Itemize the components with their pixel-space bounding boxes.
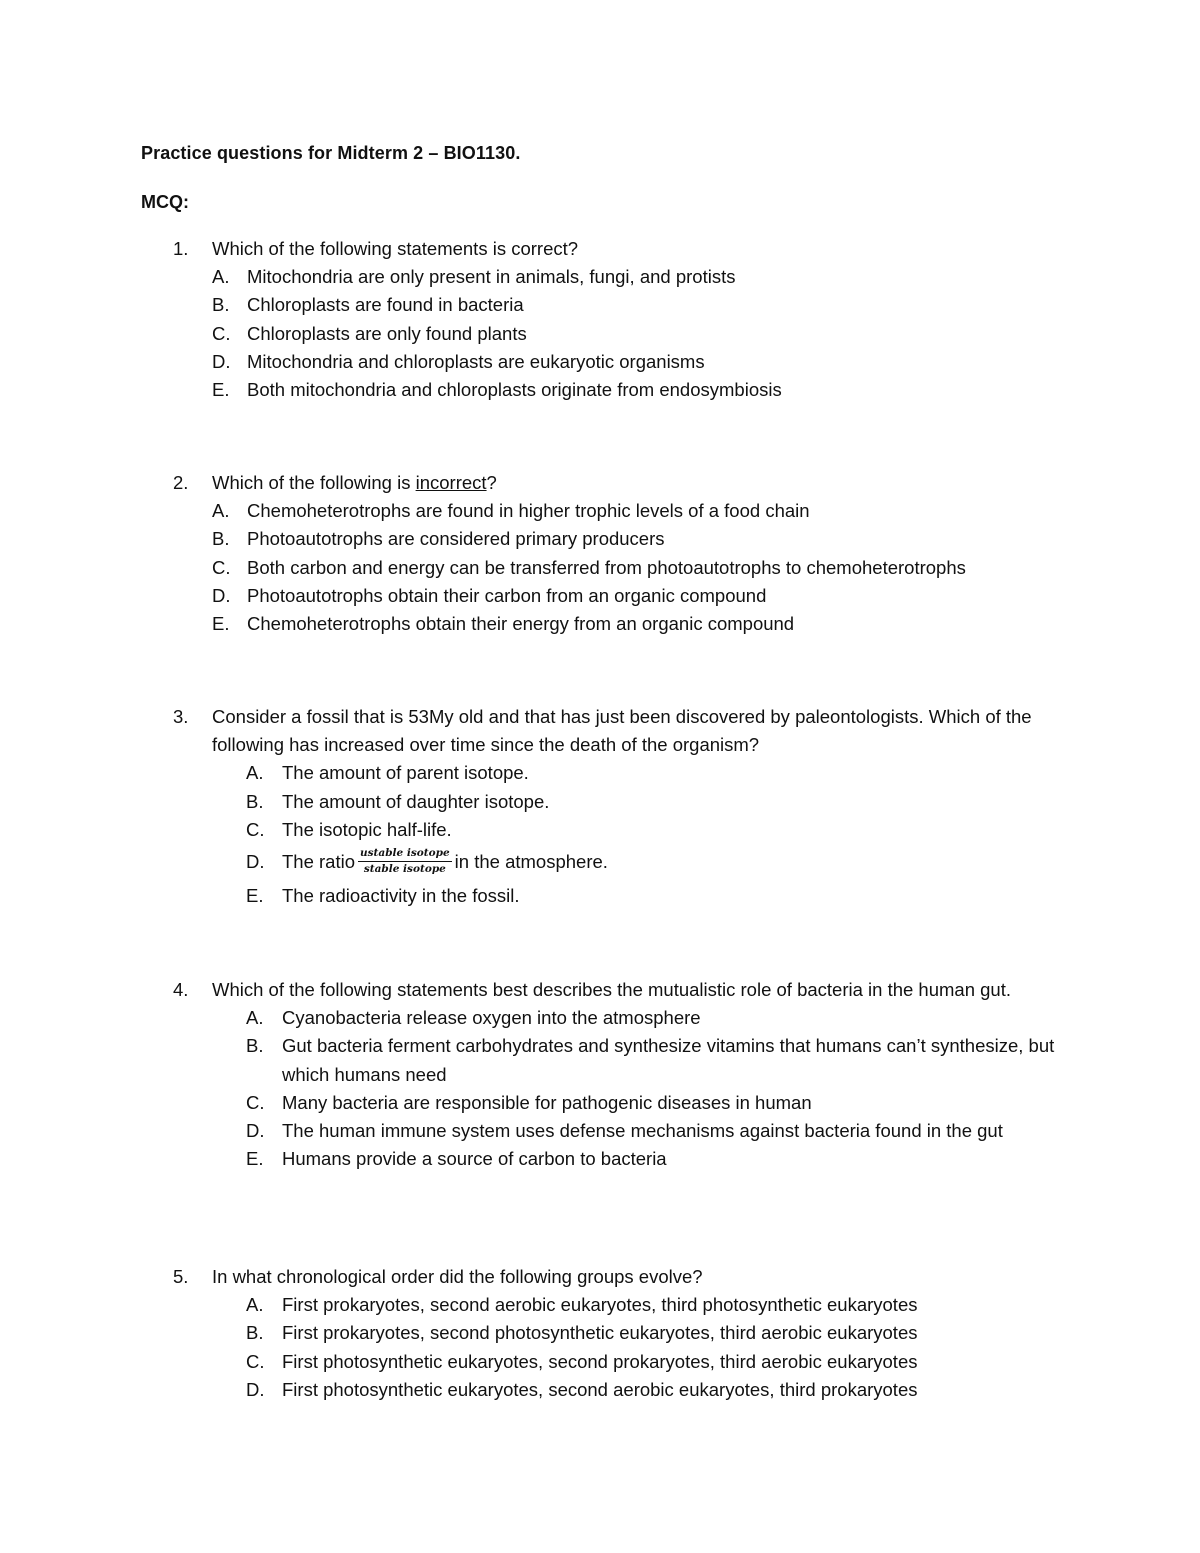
option-text: Cyanobacteria release oxygen into the atmosphere <box>282 1007 701 1029</box>
option-letter: B. <box>246 1322 264 1344</box>
option-letter: C. <box>212 322 231 344</box>
option-text: The isotopic half-life. <box>282 818 452 840</box>
option-letter: E. <box>212 613 230 635</box>
option-letter: D. <box>246 1378 265 1400</box>
option-text: Gut bacteria ferment carbohydrates and synthesize vitamins that humans can’t synthesize, but which humans need <box>282 1035 1055 1085</box>
option-text: Chloroplasts are only found plants <box>247 322 527 344</box>
option-text: The human immune system uses defense mechanisms against bacteria found in the gut <box>282 1120 1003 1142</box>
option-letter: D. <box>246 1120 265 1142</box>
option-letter: D. <box>212 584 231 606</box>
question-number: 5. <box>173 1266 189 1287</box>
option-text: Chloroplasts are found in bacteria <box>247 294 524 316</box>
option-letter: A. <box>246 1007 264 1029</box>
option-letter: C. <box>246 818 265 840</box>
option-text: Both mitochondria and chloroplasts originate from endosymbiosis <box>247 379 782 401</box>
option-letter: A. <box>246 1294 264 1316</box>
option-text: The amount of parent isotope. <box>282 762 529 784</box>
question-text: In what chronological order did the following groups evolve? <box>212 1266 703 1287</box>
underlined-word: incorrect <box>415 472 487 493</box>
option-a <box>0 263 1200 291</box>
option-letter: B. <box>246 790 264 812</box>
option-b <box>0 291 1200 319</box>
option-e <box>0 376 1200 404</box>
option-list <box>0 263 1200 404</box>
section-label: MCQ: <box>141 192 189 212</box>
option-text: The radioactivity in the fossil. <box>282 884 520 906</box>
option-letter: D. <box>246 851 265 873</box>
question-text: Which of the following statements best describes the mutualistic role of bacteria in the human gut. <box>212 979 1011 1000</box>
option-letter: A. <box>212 266 230 288</box>
option-text: in the atmosphere. <box>454 851 608 873</box>
option-letter: E. <box>246 884 264 906</box>
option-d <box>0 848 1072 878</box>
option-letter: B. <box>246 1035 264 1057</box>
option-text: Both carbon and energy can be transferred from photoautotrophs to chemoheterotrophs <box>247 556 966 578</box>
question-5 <box>0 1263 1200 1404</box>
question-number: 3. <box>173 706 189 727</box>
option-a <box>0 1291 1072 1319</box>
option-text: Humans provide a source of carbon to bacteria <box>282 1148 667 1170</box>
option-letter: E. <box>212 379 230 401</box>
option-text: First prokaryotes, second aerobic eukaryotes, third photosynthetic eukaryotes <box>282 1294 918 1316</box>
option-text: Chemoheterotrophs are found in higher trophic levels of a food chain <box>247 500 810 522</box>
option-text: Mitochondria are only present in animals, fungi, and protists <box>247 266 736 288</box>
option-letter: C. <box>246 1350 265 1372</box>
option-d <box>0 582 1200 610</box>
option-a <box>0 1004 1072 1032</box>
option-text: First prokaryotes, second photosynthetic eukaryotes, third aerobic eukaryotes <box>282 1322 918 1344</box>
option-c <box>0 1089 1072 1117</box>
option-b <box>0 1032 1072 1088</box>
option-letter: B. <box>212 528 230 550</box>
option-text: The ratio <box>282 851 356 873</box>
option-letter: A. <box>212 500 230 522</box>
question-stem <box>0 703 1072 759</box>
option-text: Mitochondria and chloroplasts are eukaryotic organisms <box>247 350 705 372</box>
option-letter: C. <box>212 556 231 578</box>
option-b <box>0 525 1200 553</box>
option-b <box>0 788 1072 816</box>
question-stem <box>0 1263 1072 1291</box>
option-text: Chemoheterotrophs obtain their energy from an organic compound <box>247 613 795 635</box>
question-4 <box>0 976 1200 1173</box>
option-b <box>0 1319 1072 1347</box>
option-c <box>0 320 1200 348</box>
question-text-part: ? <box>486 472 497 493</box>
option-list <box>0 1004 1200 1173</box>
question-text: Consider a fossil that is 53My old and that has just been discovered by paleontologists. Which of the following has increased over time since the death of the organism? <box>212 706 1032 756</box>
option-letter: B. <box>212 294 230 316</box>
question-number: 4. <box>173 979 189 1000</box>
question-number: 2. <box>173 472 189 493</box>
option-text: The amount of daughter isotope. <box>282 790 550 812</box>
question-3 <box>0 703 1200 910</box>
option-c <box>0 816 1072 844</box>
question-1 <box>0 235 1200 404</box>
option-a <box>0 497 1200 525</box>
option-e <box>0 610 1200 638</box>
option-list <box>0 497 1200 638</box>
question-2 <box>0 469 1200 638</box>
option-c <box>0 554 1200 582</box>
option-c <box>0 1348 1072 1376</box>
option-letter: C. <box>246 1091 265 1113</box>
question-text <box>212 472 497 493</box>
option-letter: D. <box>212 350 231 372</box>
option-text: First photosynthetic eukaryotes, second aerobic eukaryotes, third prokaryotes <box>282 1378 918 1400</box>
option-d <box>0 1117 1072 1145</box>
option-text: Many bacteria are responsible for pathogenic diseases in human <box>282 1091 812 1113</box>
question-text-part: Which of the following is <box>212 472 416 493</box>
option-letter: A. <box>246 762 264 784</box>
isotope-ratio-fraction <box>358 847 452 876</box>
question-stem <box>0 976 1072 1004</box>
option-text: Photoautotrophs are considered primary producers <box>247 528 665 550</box>
option-text: Photoautotrophs obtain their carbon from an organic compound <box>247 584 767 606</box>
option-text: First photosynthetic eukaryotes, second prokaryotes, third aerobic eukaryotes <box>282 1350 918 1372</box>
fraction-denominator: stable isotope <box>363 862 446 875</box>
question-text: Which of the following statements is correct? <box>212 238 579 259</box>
fraction-numerator: ustable isotope <box>358 847 452 862</box>
option-e <box>0 882 1072 910</box>
option-list <box>0 1291 1200 1404</box>
option-letter: E. <box>246 1148 264 1170</box>
option-e <box>0 1145 1072 1173</box>
option-d <box>0 1376 1072 1404</box>
question-stem <box>0 235 1072 263</box>
question-number: 1. <box>173 238 189 259</box>
question-stem <box>0 469 1072 497</box>
option-list <box>0 759 1200 909</box>
document-title: Practice questions for Midterm 2 – BIO1130. <box>141 143 521 163</box>
option-a <box>0 759 1072 787</box>
option-d <box>0 348 1200 376</box>
